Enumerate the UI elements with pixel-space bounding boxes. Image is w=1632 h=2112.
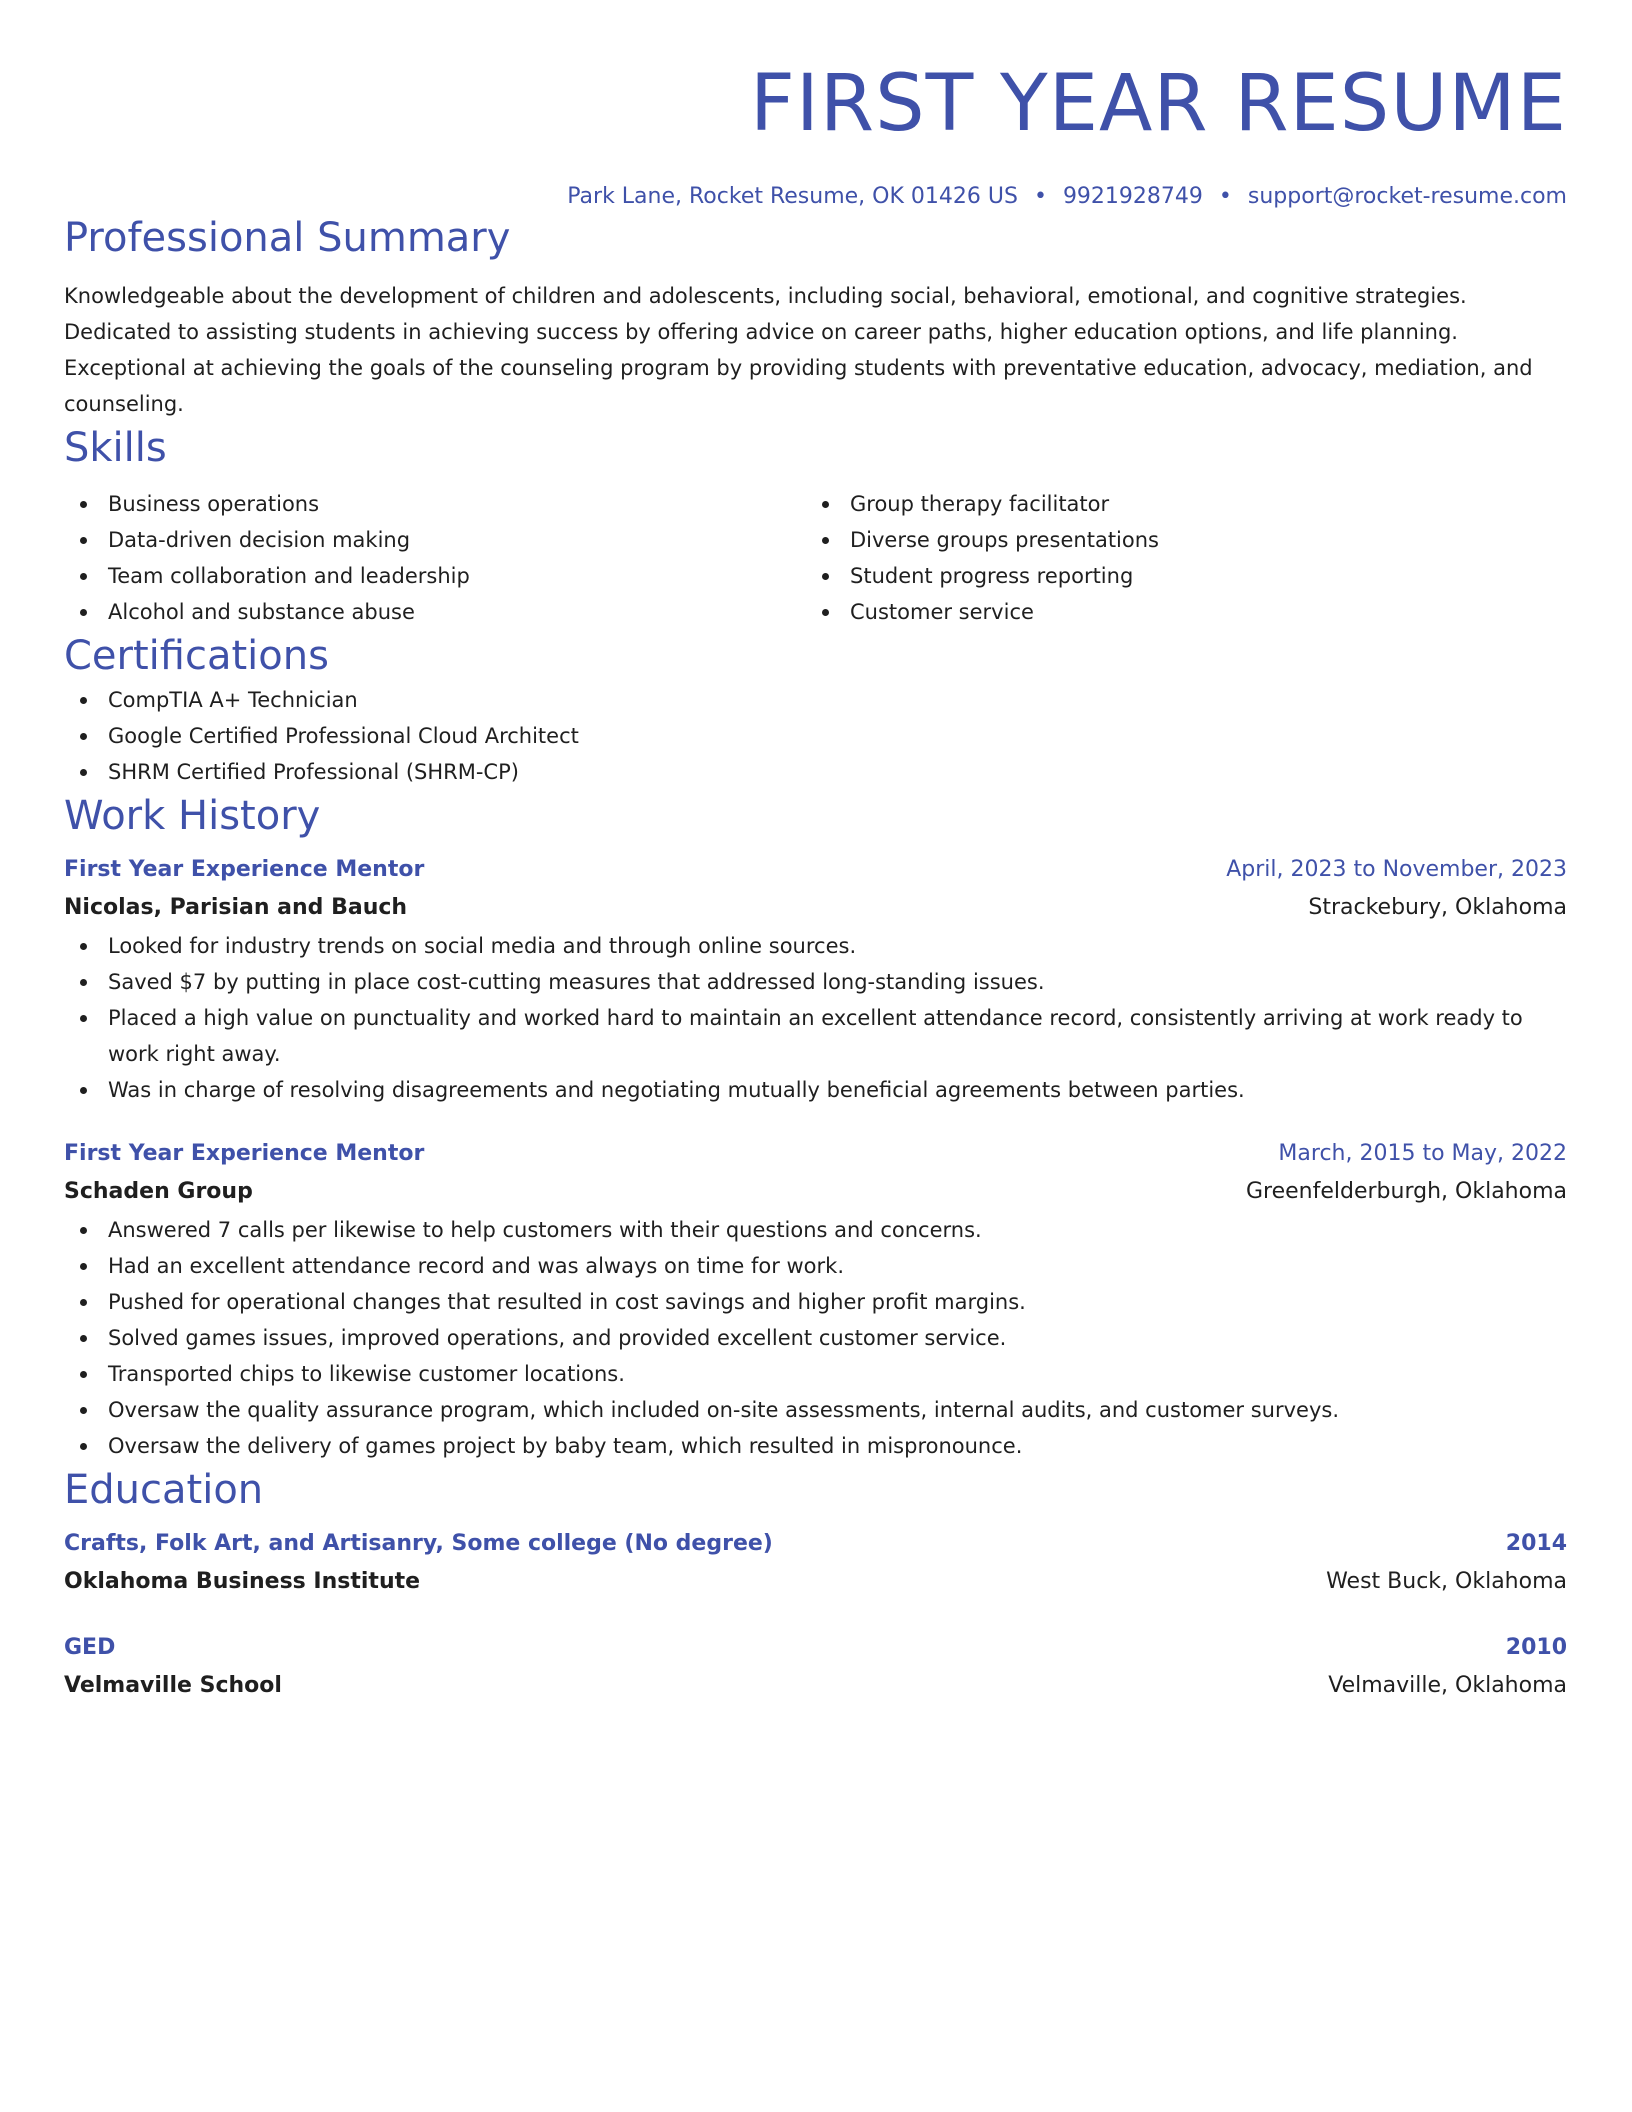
list-item: Answered 7 calls per likewise to help customers with their questions and concerns. — [64, 1212, 1567, 1248]
section-title-education: Education — [64, 1467, 264, 1513]
list-item: Alcohol and substance abuse — [64, 594, 806, 630]
skills-list-left — [64, 486, 806, 630]
education-header-row — [64, 1630, 1567, 1666]
list-item: Saved $7 by putting in place cost-cutting measures that addressed long-standing issues. — [64, 964, 1567, 1000]
contact-address: Park Lane, Rocket Resume, OK 01426 US — [567, 184, 1018, 209]
education-header-row — [64, 1526, 1567, 1562]
list-item: Google Certified Professional Cloud Architect — [64, 718, 1567, 754]
list-item: Diverse groups presentations — [806, 522, 1548, 558]
list-item: Pushed for operational changes that resulted in cost savings and higher profit margins. — [64, 1284, 1567, 1320]
education-entry — [64, 1526, 1567, 1602]
list-item: SHRM Certified Professional (SHRM-CP) — [64, 754, 1567, 790]
job-entry — [64, 852, 1567, 1108]
education-school-row — [64, 1666, 1567, 1706]
job-duties-list — [64, 1212, 1567, 1464]
list-item: Team collaboration and leadership — [64, 558, 806, 594]
contact-separator: • — [1218, 184, 1232, 209]
contact-phone: 9921928749 — [1062, 184, 1203, 209]
contact-separator: • — [1033, 184, 1047, 209]
job-title: First Year Experience Mentor — [64, 1141, 425, 1166]
job-company: Schaden Group — [64, 1179, 253, 1204]
list-item: Business operations — [64, 486, 806, 522]
job-duties-list — [64, 928, 1567, 1108]
resume-title: FIRST YEAR RESUME — [750, 59, 1567, 149]
skills-column-left — [64, 486, 806, 630]
section-title-work-history: Work History — [64, 793, 321, 839]
list-item: Placed a high value on punctuality and worked hard to maintain an excellent attendance record, consistently arriving at work ready to work right away. — [64, 1000, 1567, 1072]
list-item: Transported chips to likewise customer locations. — [64, 1356, 1567, 1392]
education-year: 2014 — [1505, 1531, 1567, 1556]
job-title: First Year Experience Mentor — [64, 857, 425, 882]
contact-email: support@rocket-resume.com — [1247, 184, 1567, 209]
education-year: 2010 — [1505, 1635, 1567, 1660]
list-item: CompTIA A+ Technician — [64, 682, 1567, 718]
job-company: Nicolas, Parisian and Bauch — [64, 895, 408, 920]
section-title-summary: Professional Summary — [64, 215, 511, 261]
job-company-row — [64, 888, 1567, 928]
list-item: Had an excellent attendance record and was always on time for work. — [64, 1248, 1567, 1284]
list-item: Oversaw the delivery of games project by baby team, which resulted in mispronounce. — [64, 1428, 1567, 1464]
education-location: West Buck, Oklahoma — [1326, 1569, 1567, 1594]
skills-column-right — [806, 486, 1548, 630]
list-item: Looked for industry trends on social media and through online sources. — [64, 928, 1567, 964]
certifications-list — [64, 682, 1567, 790]
education-school: Oklahoma Business Institute — [64, 1569, 421, 1594]
job-location: Strackebury, Oklahoma — [1308, 895, 1567, 920]
job-location: Greenfelderburgh, Oklahoma — [1246, 1179, 1567, 1204]
skills-grid — [64, 486, 1567, 630]
list-item: Was in charge of resolving disagreements and negotiating mutually beneficial agreements between parties. — [64, 1072, 1567, 1108]
education-location: Velmaville, Oklahoma — [1328, 1673, 1567, 1698]
education-school-row — [64, 1562, 1567, 1602]
resume-page — [64, 0, 1567, 1706]
contact-line — [64, 182, 1567, 212]
list-item: Oversaw the quality assurance program, which included on-site assessments, internal audits, and customer surveys. — [64, 1392, 1567, 1428]
summary-text: Knowledgeable about the development of children and adolescents, including social, behavioral, emotional, and cognitive strategies. Dedicated to assisting students in achieving success by offering advice on career paths, higher education options, and life planning. Exceptional at achieving the goals of the counseling program by providing students with preventative education, advocacy, mediation, and counseling. — [64, 284, 1533, 416]
job-company-row — [64, 1172, 1567, 1212]
job-header-row — [64, 852, 1567, 888]
job-dates: March, 2015 to May, 2022 — [1278, 1141, 1567, 1166]
education-school: Velmaville School — [64, 1673, 282, 1698]
skills-list-right — [806, 486, 1548, 630]
section-title-certifications: Certifications — [64, 633, 329, 679]
list-item: Student progress reporting — [806, 558, 1548, 594]
list-item: Customer service — [806, 594, 1548, 630]
job-dates: April, 2023 to November, 2023 — [1226, 857, 1567, 882]
job-entry — [64, 1136, 1567, 1464]
section-title-skills: Skills — [64, 425, 167, 471]
list-item: Group therapy facilitator — [806, 486, 1548, 522]
education-entry — [64, 1630, 1567, 1706]
list-item: Data-driven decision making — [64, 522, 806, 558]
education-degree: GED — [64, 1635, 116, 1660]
list-item: Solved games issues, improved operations, and provided excellent customer service. — [64, 1320, 1567, 1356]
education-degree: Crafts, Folk Art, and Artisanry, Some college (No degree) — [64, 1531, 773, 1556]
job-header-row — [64, 1136, 1567, 1172]
